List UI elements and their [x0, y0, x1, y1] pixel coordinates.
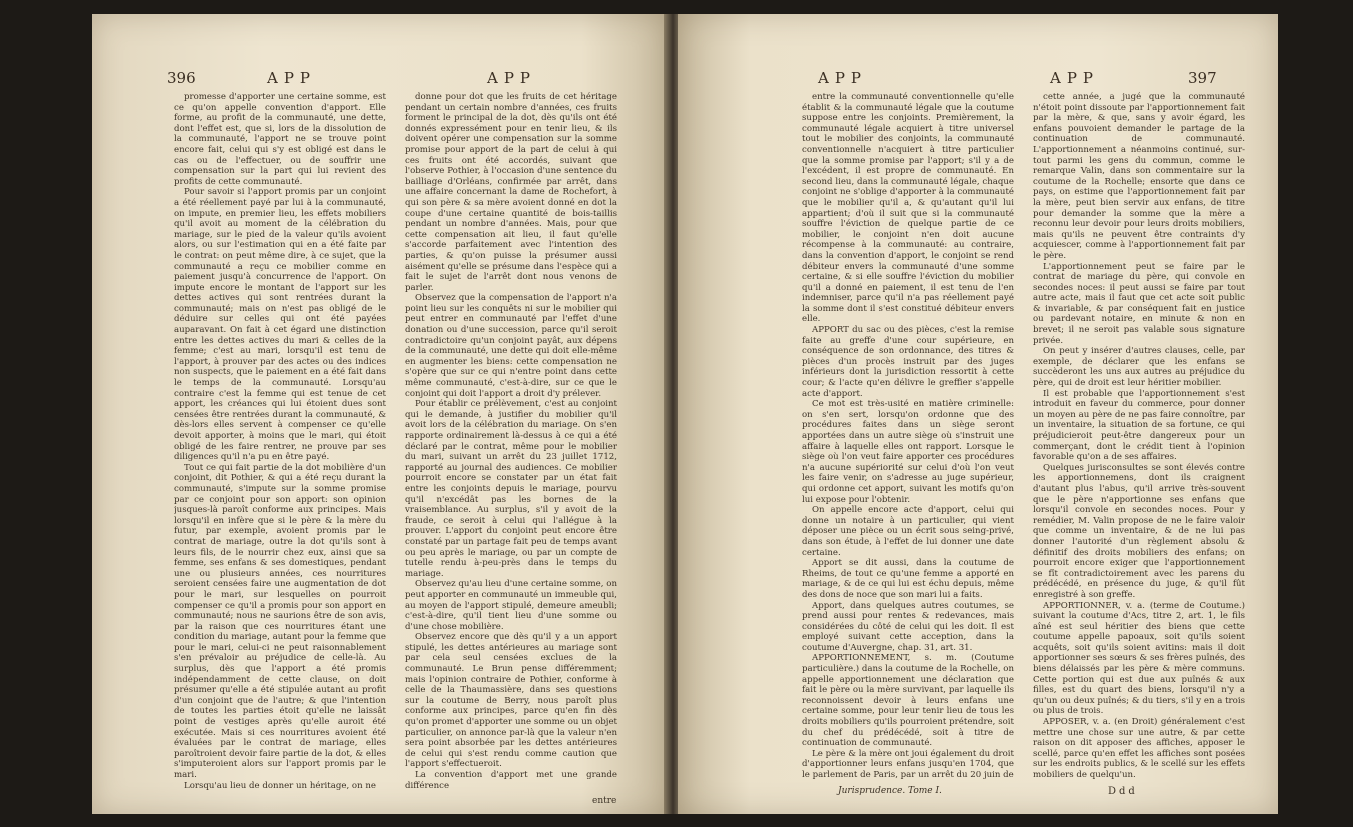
running-head-left-1: APP [267, 69, 317, 87]
right-column-2 [1033, 92, 1245, 782]
paragraph: promesse d'apporter une certaine somme, est ce qu'on appelle convention d'apport. Elle forme, au profit de la communauté, une dette, dont l'effet est, que si, lors de la dissolution de la communauté, l'apport ne se trouve point encore fait, celui qui s'y est obligé est dans le cas ou de l'effectuer, ou de souffrir une compensation sur la part qui lui revient des profits de cette communauté. [174, 92, 386, 187]
paragraph: Pour établir ce prélèvement, c'est au conjoint qui le demande, à justifier du mobilier qu'il avoit lors de la célébration du mariage. On s'en rapporte ordinairement là-dessus à ce qui a été déclaré par le contrat, même pour le mobilier du mari, suivant un arrêt du 23 juillet 1712, rapporté au journal des audiences. Ce mobilier pourroit encore se constater par un état fait entre les conjoints depuis le mariage, pourvu qu'il n'excédât pas les bornes de la vraisemblance. Au surplus, s'il y avoit de la fraude, ce seroit à celui qui l'allégue à la prouver. L'apport du conjoint peut encore être constaté par un partage fait peu de temps avant ou peu après le mariage, ou par un compte de tutelle rendu à-peu-près dans le temps du mariage. [405, 399, 617, 579]
left-page [92, 14, 668, 814]
running-head-right-2: APP [1050, 69, 1100, 87]
paragraph: Tout ce qui fait partie de la dot mobilière d'un conjoint, dit Pothier, & qui a été reçu durant la communauté, s'impute sur la somme promise par ce conjoint pour son apport: son opinion jusques-là paroît conforme aux principes. Mais lorsqu'il en infère que si le père & la mère du futur, par exemple, avoient promis par le contrat de mariage, outre la dot qu'ils sont à leurs fils, de le nourrir chez eux, ainsi que sa femme, ses enfans & ses domestiques, pendant une ou plusieurs années, ces nourritures seroient censées faire une augmentation de dot pour le mari, sur lesquelles on pourroit compenser ce qu'il a promis pour son apport en communauté; nous ne saurions être de son avis, par la raison que ces nourritures étant une condition du mariage, autant pour la femme que pour le mari, celui-ci ne peut raisonnablement s'en prévaloir au préjudice de celle-là. Au surplus, dès que l'apport a été promis indépendamment de cette clause, on doit présumer qu'elle a été stipulée autant au profit d'un conjoint que de l'autre; & que l'intention de toutes les parties étoit qu'elle ne laissât point de vestiges après qu'elle auroit été exécutée. Mais si ces nourritures avoient été évaluées par le contrat de mariage, elles paroîtroient devoir faire partie de la dot, & elles s'imputeroient alors sur l'apport promis par le mari. [174, 462, 386, 780]
paragraph: APPORTIONNEMENT, s. m. (Coutume particulière.) dans la coutume de la Rochelle, on appelle apportionnement une déclaration que fait le père ou la mère survivant, par laquelle ils reconnoissent devoir à leurs enfans une certaine somme, pour leur tenir lieu de tous les droits mobiliers qu'ils pourroient prétendre, soit du chef du prédécédé, soit à titre de continuation de communauté. [802, 653, 1014, 749]
paragraph: entre la communauté conventionnelle qu'elle établit & la communauté légale que la coutume suppose entre les conjoints. Premièrement, la communauté légale acquiert à titre universel tout le mobilier des conjoints, la communauté conventionnelle n'acquiert à titre particulier que la somme promise par l'apport; s'il y a de l'excédent, il est propre de communauté. En second lieu, dans la communauté légale, chaque conjoint ne s'oblige d'apporter à la communauté que le mobilier qu'il a, & qu'autant qu'il lui appartient; d'où il suit que si la communauté souffre l'éviction de quelque partie de ce mobilier, le conjoint n'en doit aucune récompense à la communauté: au contraire, dans la convention d'apport, le conjoint se rend débiteur envers la communauté d'une somme certaine, & si elle souffre l'éviction du mobilier qu'il a donné en paiement, il est tenu de l'en indemniser, parce qu'il n'a pas réellement payé la somme dont il s'est constitué débiteur envers elle. [802, 92, 1014, 325]
left-column-2 [405, 92, 617, 792]
left-column-1 [174, 92, 386, 792]
paragraph: Le père & la mère ont joui également du droit d'apportionner leurs enfans jusqu'en 1704, que le parlement de Paris, par un arrêt du 20 juin de [802, 748, 1014, 780]
page-number-left: 396 [167, 69, 196, 87]
paragraph: cette année, a jugé que la communauté n'étoit point dissoute par l'apportionnement fait par la mère, & que, sans y avoir égard, les enfans pouvoient demander le partage de la continuation de communauté. L'apportionnement a néanmoins continué, sur-tout parmi les gens du commun, comme le remarque Valin, dans son commentaire sur la coutume de la Rochelle; ensorte que dans ce pays, on estime que l'apportionnement fait par la mère, peut bien servir aux enfans, de titre pour demander la somme que la mère a reconnu leur devoir pour leurs droits mobiliers, mais qu'ils ne peuvent être contraints d'y acquiescer, comme à l'apportionnement fait par le père. [1033, 92, 1245, 261]
right-column-1 [802, 92, 1014, 782]
paragraph: Apport, dans quelques autres coutumes, se prend aussi pour rentes & redevances, mais considérées du côté de celui qui les doit. Il est employé suivant cette acception, dans la coutume d'Auvergne, chap. 31, art. 31. [802, 600, 1014, 653]
paragraph: Observez que la compensation de l'apport n'a point lieu sur les conquêts ni sur le mobilier qui peut entrer en communauté par l'effet d'une donation ou d'une succession, parce qu'il seroit contradictoire qu'un conjoint payât, aux dépens de la communauté, une dette qui doit elle-même en augmenter les biens: cette compensation ne s'opère que sur ce qui n'entre point dans cette même communauté, c'est-à-dire, sur ce que le conjoint qui doit l'apport a droit d'y prélever. [405, 293, 617, 399]
signature-mark: Ddd [1108, 786, 1138, 797]
paragraph: Quelques jurisconsultes se sont élevés contre les apportionnemens, dont ils craignent d'autant plus l'abus, qu'il arrive très-souvent que le père n'apportionne ses enfans que lorsqu'il convole en secondes noces. Pour y remédier, M. Valin propose de ne le faire valoir que comme un inventaire, & de ne lui pas donner l'autorité d'un règlement absolu & définitif des droits mobiliers des enfans; on pourroit encore exiger que l'apportionnement se fît contradictoirement avec les parens du prédécédé, en présence du juge, & qu'il fût enregistré à son greffe. [1033, 462, 1245, 600]
page-number-right: 397 [1188, 69, 1217, 87]
paragraph: Observez qu'au lieu d'une certaine somme, on peut apporter en communauté un immeuble qui, au moyen de l'apport stipulé, demeure ameubli; c'est-à-dire, qu'il tient lieu d'une somme ou d'une chose mobilière. [405, 579, 617, 632]
footer-volume: Jurisprudence. Tome I. [838, 786, 942, 796]
paragraph: Pour savoir si l'apport promis par un conjoint a été réellement payé par lui à la communauté, on impute, en premier lieu, les effets mobiliers qu'il avoit au moment de la célébration du mariage, sur le pied de la valeur qu'ils avoient alors, ou sur l'estimation qui en a été faite par le contrat: on peut même dire, à ce sujet, que la communauté a reçu ce mobilier comme en paiement jusqu'à concurrence de l'apport. On impute encore le montant de l'apport sur les dettes actives qui sont rentrées durant la communauté; mais on n'est pas obligé de le déduire sur celles qui ont été payées auparavant. On fait à cet égard une distinction entre les dettes actives du mari & celles de la femme; c'est au mari, lorsqu'il est tenu de l'apport, à prouver par des actes ou des indices non suspects, que le paiement en a été fait dans le temps de la communauté. Lorsqu'au contraire c'est la femme qui est tenue de cet apport, les créances qui lui étoient dues sont censées être rentrées durant la communauté, & dès-lors elles servent à compenser ce qu'elle devoit apporter, à moins que le mari, qui étoit obligé de les faire rentrer, ne prouve par ses diligences qu'il n'a pu en être payé. [174, 187, 386, 463]
paragraph: APPORTIONNER, v. a. (terme de Coutume.) suivant la coutume d'Acs, titre 2, art. 1, le fils aîné est seul héritier des biens que cette coutume appelle papoaux, soit qu'ils soient acquêts, soit qu'ils soient avitins: mais il doit apportionner ses sœurs & ses frères puînés, des biens délaissés par les père & mère communs. Cette portion qui est due aux puînés & aux filles, est du quart des biens, lorsqu'il n'y a qu'un ou deux puînés; & du tiers, s'il y en a trois ou plus de trois. [1033, 600, 1245, 717]
paragraph: Observez encore que dès qu'il y a un apport stipulé, les dettes antérieures au mariage sont par cela seul censées exclues de la communauté. Le Brun pense différemment; mais l'opinion contraire de Pothier, conforme à celle de la Thaumassière, dans ses questions sur la coutume de Berry, nous paroît plus conforme aux principes, parce qu'en fin dès qu'on promet d'apporter une somme ou un objet particulier, on annonce par-là que la valeur n'en sera point absorbée par les dettes antérieures de celui qui s'est rendu comme caution que l'apport s'effectueroit. [405, 632, 617, 770]
paragraph: La convention d'apport met une grande différence [405, 770, 617, 791]
paragraph: L'apportionnement peut se faire par le contrat de mariage du père, qui convole en secondes noces: il peut aussi se faire par tout autre acte, mais il faut que cet acte soit public & invariable, & par conséquent fait en justice ou pardevant notaire, en minute & non en brevet; il ne seroit pas valable sous signature privée. [1033, 261, 1245, 346]
paragraph: APPORT du sac ou des pièces, c'est la remise faite au greffe d'une cour supérieure, en conséquence de son ordonnance, des titres & pièces d'un procès instruit par des juges inférieurs dont la jurisdiction ressortit à cette cour; & l'acte qu'en délivre le greffier s'appelle acte d'apport. [802, 325, 1014, 399]
paragraph: On appelle encore acte d'apport, celui qui donne un notaire à un particulier, qui vient déposer une pièce ou un écrit sous seing-privé, dans son étude, à l'effet de lui donner une date certaine. [802, 505, 1014, 558]
paragraph: On peut y insérer d'autres clauses, celle, par exemple, de déclarer que les enfans se succèderont les uns aux autres au préjudice du père, qui de droit est leur héritier mobilier. [1033, 346, 1245, 389]
paragraph: Il est probable que l'apportionnement s'est introduit en faveur du commerce, pour donner un moyen au père de ne pas faire connoître, par un inventaire, la situation de sa fortune, ce qui préjudicieroit peut-être dangereux pour un commerçant, dont le crédit tient à l'opinion favorable qu'on a de ses affaires. [1033, 388, 1245, 463]
running-head-right-1: APP [818, 69, 868, 87]
running-head-left-2: APP [487, 69, 537, 87]
catchword: entre [592, 796, 617, 806]
paragraph: donne pour dot que les fruits de cet héritage pendant un certain nombre d'années, ces fruits forment le principal de la dot, dès qu'ils ont été donnés expressément pour en tenir lieu, & ils doivent opérer une compensation sur la somme promise pour apport de la part de celui à qui ces fruits ont été accordés, suivant que l'observe Pothier, à l'occasion d'une sentence du bailliage d'Orléans, confirmée par arrêt, dans une affaire concernant la dame de Rochefort, à qui son père & sa mère avoient donné en dot la coupe d'une certaine quantité de bois-taillis pendant un nombre d'années. Mais, pour que cette compensation ait lieu, il faut qu'elle s'accorde parfaitement avec l'intention des parties, & qu'on puisse la présumer aussi aisément qu'elle se présume dans l'espèce qui a fait le sujet de l'arrêt dont nous venons de parler. [405, 92, 617, 293]
paragraph: Ce mot est très-usité en matière criminelle: on s'en sert, lorsqu'on ordonne que des procédures faites dans un siège seront apportées dans un autre siège où s'instruit une affaire à laquelle elles ont rapport. Lorsque le siège où l'on veut faire apporter ces procédures n'a aucune supériorité sur celui d'où l'on veut les faire venir, on s'adresse au juge supérieur, qui ordonne cet apport, suivant les motifs qu'on lui expose pour l'obtenir. [802, 399, 1014, 505]
paragraph: Lorsqu'au lieu de donner un héritage, on ne [184, 780, 376, 791]
right-page [678, 14, 1278, 814]
open-book [92, 14, 1278, 814]
paragraph: Apport se dit aussi, dans la coutume de Rheims, de tout ce qu'une femme a apporté en mariage, & de ce qui lui est échu depuis, même des dons de noce que son mari lui a faits. [802, 558, 1014, 600]
paragraph: APPOSER, v. a. (en Droit) généralement c'est mettre une chose sur une autre, & par cette raison on dit apposer des affiches, apposer le scellé, parce qu'en effet les affiches sont posées sur les endroits publics, & le scellé sur les effets mobiliers de quelqu'un. [1033, 717, 1245, 780]
